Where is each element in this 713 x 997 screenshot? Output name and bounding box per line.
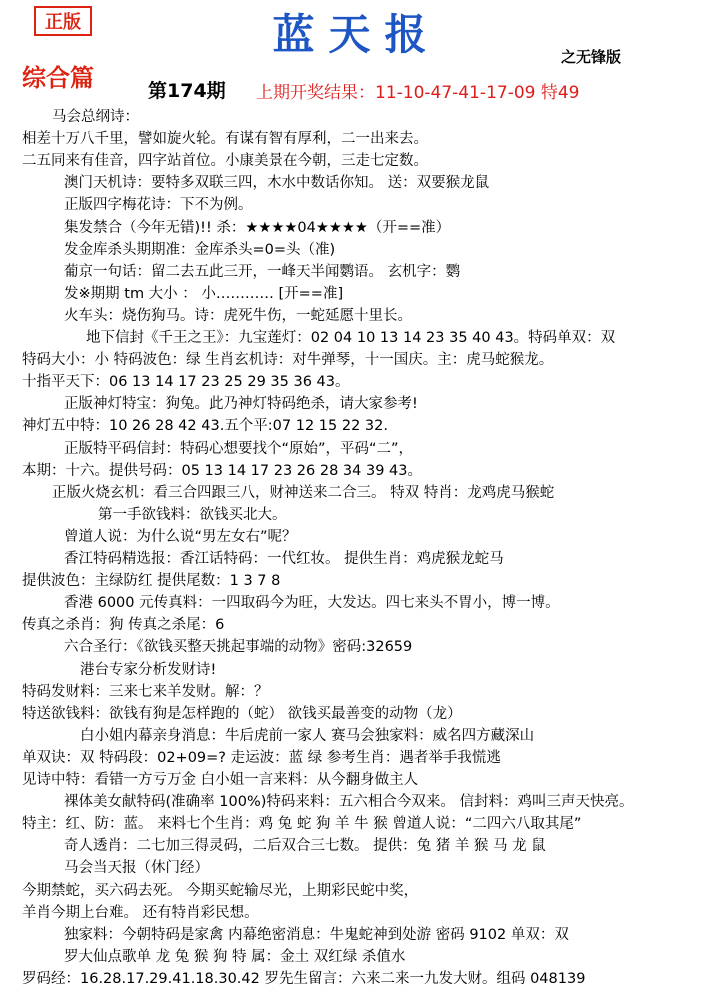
text-line: 正版特平码信封：特码心想要找个“原始”，平码“二”， [64, 440, 414, 457]
text-line: 特送欲钱料：欲钱有狗是怎样跑的（蛇） 欲钱买最善变的动物（龙） [22, 705, 462, 722]
text-line: 本期：十六。提供号码：05 13 14 17 23 26 28 34 39 43。 [22, 462, 422, 479]
text-line: 特码大小：小 特码波色：绿 生肖玄机诗：对牛弹琴，十一国庆。主：虎马蛇猴龙。 [22, 352, 554, 369]
text-line: 地下信封《千王之王》：九宝莲灯：02 04 10 13 14 23 35 40 43。特码单双：双 [86, 330, 616, 346]
newspaper-title: 蓝天报 [272, 10, 441, 59]
text-line: 正版神灯特宝：狗兔。此乃神灯特码绝杀，请大家参考! [64, 396, 418, 413]
text-line: 第一手欲钱料：欲钱买北大。 [98, 506, 287, 523]
text-line: 特主：红、防：蓝。 来料七个生肖：鸡 兔 蛇 狗 羊 牛 猴 曾道人说：“二四六八取其尾” [22, 816, 582, 833]
text-line: 香港 6000 元传真料：一四取码今为旺，大发达。四七来头不胃小，博一博。 [64, 595, 560, 612]
text-line: 罗大仙点歌单 龙 兔 猴 狗 特 属：金土 双红绿 杀值水 [64, 948, 406, 965]
edition-label: 之无锋版 [560, 48, 621, 66]
text-line: 曾道人说：为什么说“男左女右”呢？ [64, 528, 297, 545]
text-line: 正版四字梅花诗：下不为例。 [64, 197, 253, 214]
issue-number: 第174期 [148, 80, 226, 102]
text-line: 发※期期 tm 大小 ： 小………… [开==准] [64, 285, 344, 302]
text-line: 马会总纲诗： [52, 109, 139, 125]
last-result: 上期开奖结果：11-10-47-41-17-09 特49 [256, 83, 580, 103]
text-line: 发金库杀头期期准：金库杀头=0=头（准) [64, 241, 336, 258]
text-line: 提供波色：主绿防红 提供尾数：1 3 7 8 [22, 573, 281, 590]
text-line: 六合圣行：《欲钱买整天挑起事端的动物》密码:32659 [64, 639, 413, 656]
text-line: 火车头：烧伤狗马。诗：虎死牛伤，一蛇延愿十里长。 [64, 307, 412, 324]
text-line: 香江特码精选报：香江话特码：一代红妆。 提供生肖：鸡虎猴龙蛇马 [64, 551, 504, 567]
text-line: 葡京一句话：留二去五此三开，一峰天半闻鹦语。 玄机字：鹦 [64, 263, 461, 280]
text-line: 白小姐内幕亲身消息：牛后虎前一家人 赛马会独家料：威名四方藏深山 [80, 727, 535, 744]
text-line: 见诗中特：看错一方亏万金 白小姐一言来料：从今翻身做主人 [22, 772, 419, 788]
text-line: 相差十万八千里，譬如旋火轮。有谋有智有厚利，二一出来去。 [22, 131, 428, 148]
text-line: 独家料：今朝特码是家禽 内幕绝密消息：牛鬼蛇神到处游 密码 9102 单双：双 [64, 926, 569, 943]
text-line: 传真之杀肖：狗 传真之杀尾：6 [22, 617, 225, 634]
text-line: 罗码经：16.28.17.29.41.18.30.42 罗先生留言：六来二来一九发大财。组码 048139 [22, 970, 586, 987]
text-line: 澳门天机诗：要特多双联三四，木水中数话你知。 送：双要猴龙鼠 [64, 175, 490, 192]
text-line: 裸体美女献特码(准确率 100%)特码来料：五六相合今双来。 信封料：鸡叫三声天快亮。 [64, 794, 634, 811]
text-line: 集发禁合（今年无错)!! 杀：★★★★04★★★★（开==准） [64, 219, 451, 236]
text-line: 二五同来有佳音，四字站首位。小康美景在今朝，三走七定数。 [22, 153, 428, 170]
edition-badge: 正版 [34, 6, 92, 36]
text-line: 正版火烧玄机：看三合四跟三八，财神送来二合三。 特双 特肖：龙鸡虎马猴蛇 [52, 484, 555, 501]
text-line: 港台专家分析发财诗! [80, 661, 217, 678]
text-line: 十指平天下：06 13 14 17 23 25 29 35 36 43。 [22, 374, 350, 391]
text-line: 神灯五中特：10 26 28 42 43.五个平:07 12 15 22 32. [22, 418, 388, 435]
text-line: 奇人透肖：二七加三得灵码，二后双合三七数。 提供：兔 猪 羊 猴 马 龙 鼠 [64, 838, 546, 855]
section-title: 综合篇 [22, 63, 94, 92]
text-line: 今期禁蛇，买六码去死。 今期买蛇输尽光，上期彩民蛇中奖， [22, 882, 419, 899]
text-line: 特码发财料：三来七来羊发财。解：？ [22, 683, 269, 700]
text-line: 单双诀：双 特码段：02+09=? 走运波：蓝 绿 参考生肖：遇者举手我慌逃 [22, 749, 501, 766]
text-line: 羊肖今期上台难。 还有特肖彩民想。 [22, 904, 259, 921]
text-line: 马会当天报（休门经） [64, 860, 209, 877]
